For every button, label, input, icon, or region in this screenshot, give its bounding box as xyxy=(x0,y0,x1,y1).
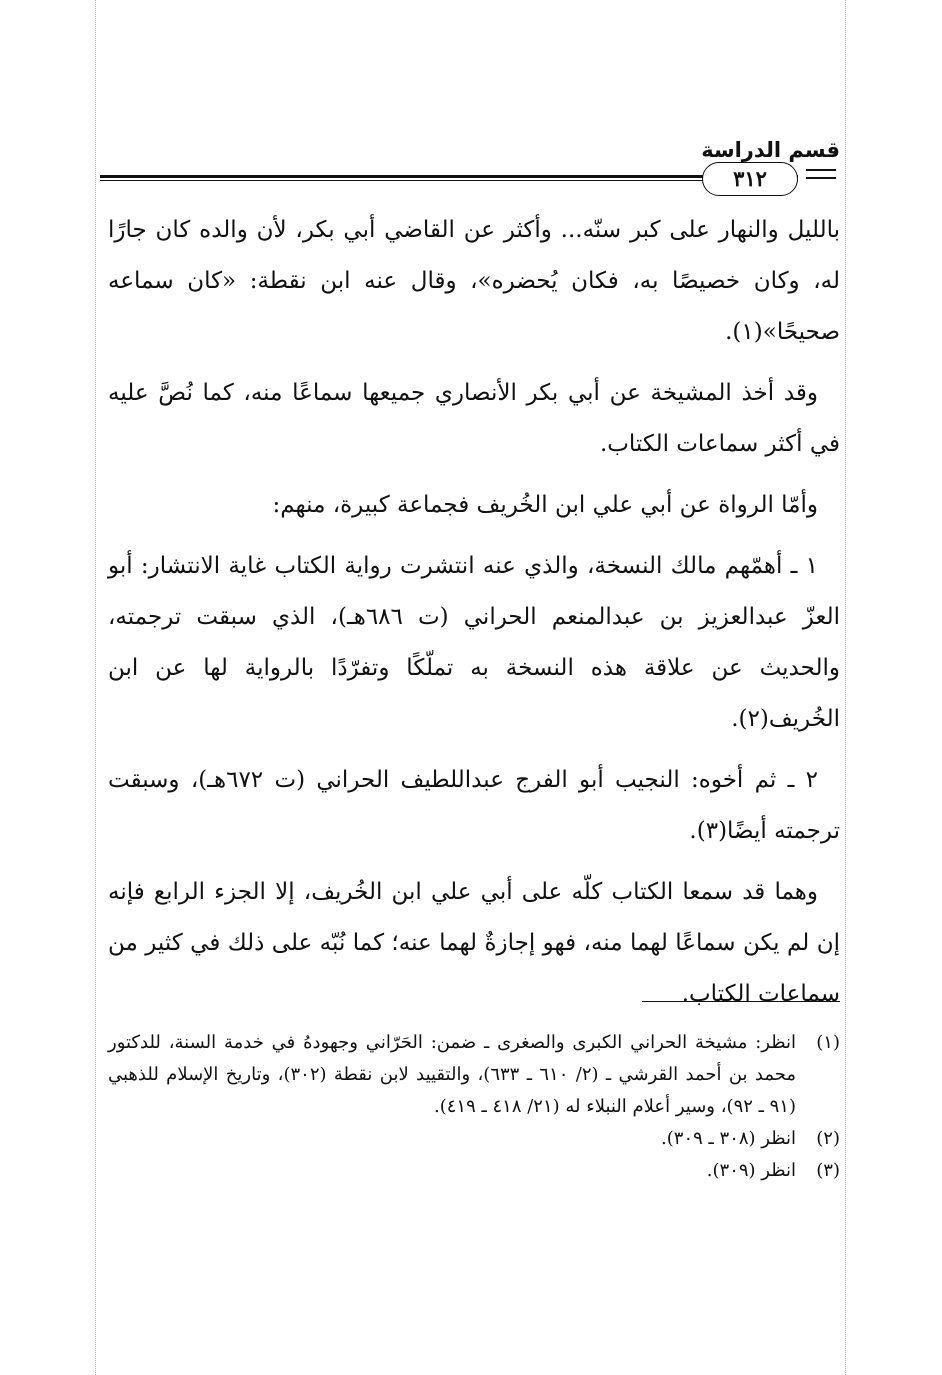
footnote-text: انظر: مشيخة الحراني الكبرى والصغرى ـ ضمن: الحَرّاني وجهودهُ في خدمة السنة، للدكتور محمد بن أحمد القرشي ـ (٢/ ٦١٠ ـ ٦٣٣)، والتقييد لابن نقطة (٣٠٢)، وتاريخ الإسلام للذهبي (٩١ ـ ٩٢)، وسير أعلام النبلاء له (٢١/ ٤١٨ ـ ٤١٩). xyxy=(108,1032,797,1117)
footnote-item xyxy=(108,1027,840,1123)
footnotes xyxy=(108,1027,840,1187)
section-title: قسم الدراسة xyxy=(701,138,840,162)
footnote-text: انظر (٣٠٨ ـ ٣٠٩). xyxy=(661,1128,796,1149)
page-number: ٣١٢ xyxy=(702,162,798,196)
margin-guide-line xyxy=(95,0,96,1375)
body-text xyxy=(108,205,840,1030)
paragraph: وأمّا الرواة عن أبي علي ابن الخُريف فجماعة كبيرة، منهم: xyxy=(272,492,818,518)
paragraph: ٢ ـ ثم أخوه: النجيب أبو الفرج عبداللطيف الحراني (ت ٦٧٢هـ)، وسبقت ترجمته أيضًا(٣). xyxy=(108,767,840,844)
footnote-item xyxy=(108,1123,840,1155)
header-rule xyxy=(100,175,798,181)
footnote-item xyxy=(108,1155,840,1187)
paragraph: وهما قد سمعا الكتاب كلّه على أبي علي ابن الخُريف، إلا الجزء الرابع فإنه إن لم يكن سماعًا لهما منه، فهو إجازةٌ لهما عنه؛ كما نُبّه على ذلك في كثير من سماعات الكتاب. xyxy=(108,879,840,1007)
paragraph: بالليل والنهار على كبر سنّه... وأكثر عن القاضي أبي بكر، لأن والده كان جارًا له، وكان خصيصًا به، فكان يُحضره»، وقال عنه ابن نقطة: «كان سماعه صحيحًا»(١). xyxy=(108,217,840,345)
footnote-separator xyxy=(642,1001,840,1002)
footnote-mark: (٢) xyxy=(816,1128,840,1149)
page-header xyxy=(100,138,840,191)
footnote-mark: (١) xyxy=(816,1032,840,1053)
header-ornament xyxy=(806,169,836,179)
footnote-text: انظر (٣٠٩). xyxy=(706,1160,796,1181)
footnote-mark: (٣) xyxy=(816,1160,840,1181)
paragraph: ١ ـ أهمّهم مالك النسخة، والذي عنه انتشرت رواية الكتاب غاية الانتشار: أبو العزّ عبدالعزيز بن عبدالمنعم الحراني (ت ٦٨٦هـ)، الذي سبقت ترجمته، والحديث عن علاقة هذه النسخة به تملّكًا وتفرّدًا بالرواية لها عن ابن الخُريف(٢). xyxy=(108,553,840,732)
paragraph: وقد أخذ المشيخة عن أبي بكر الأنصاري جميعها سماعًا منه، كما نُصَّ عليه في أكثر سماعات الكتاب. xyxy=(108,380,840,457)
margin-guide-line xyxy=(845,0,846,1375)
